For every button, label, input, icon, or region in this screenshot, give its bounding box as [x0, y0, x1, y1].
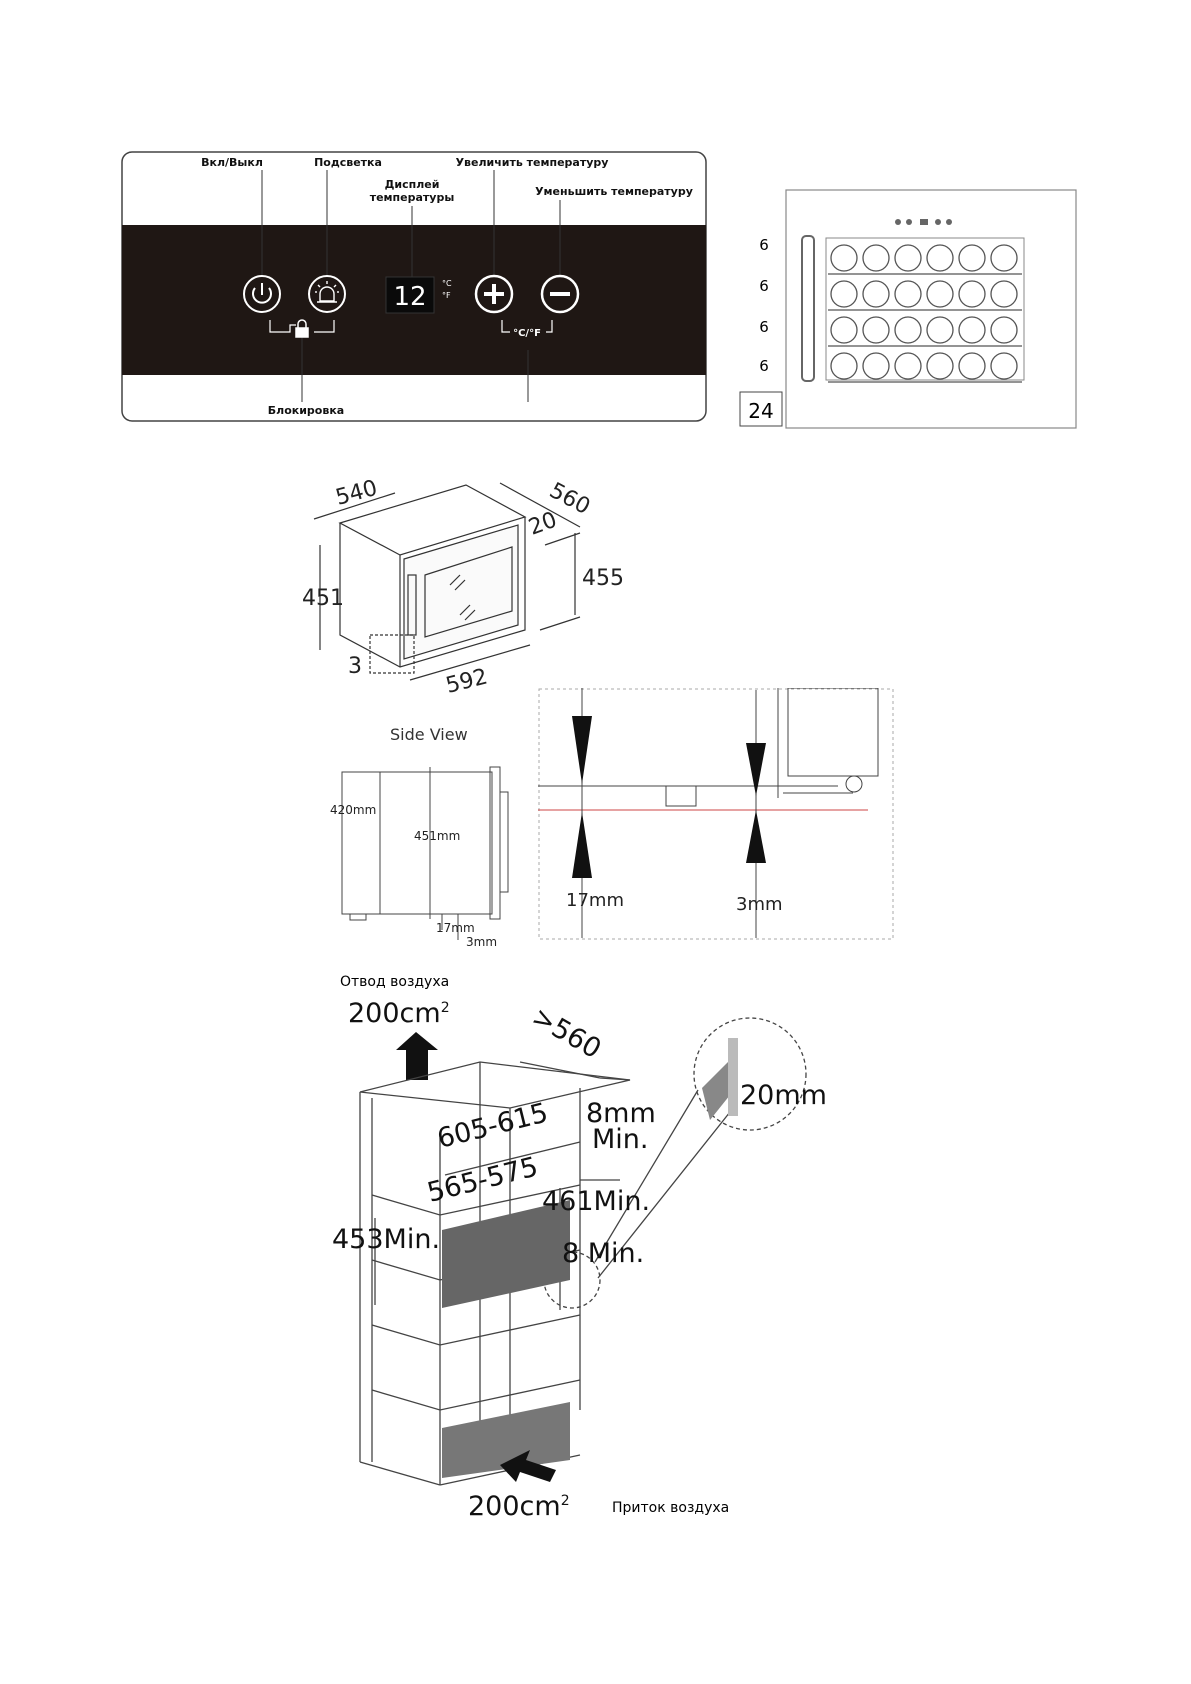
gap-min-value: Min.	[592, 1124, 649, 1155]
installation-diagram	[330, 970, 900, 1530]
dim-451: 451	[302, 586, 344, 611]
side-view-title: Side View	[390, 725, 468, 744]
label-power: Вкл/Выкл	[201, 156, 263, 169]
dim-20: 20	[525, 507, 561, 541]
display-value: 12	[393, 282, 427, 312]
side-dim-420mm: 420mm	[330, 803, 377, 817]
unit-c: °C	[442, 279, 452, 288]
gap-8mm-value: 8mm	[586, 1098, 656, 1129]
capacity-front-view	[738, 188, 1078, 433]
depth-20mm-value: 20mm	[740, 1080, 827, 1111]
shelf-count-1: 6	[759, 236, 769, 254]
air-in-label: Приток воздуха	[612, 1500, 730, 1516]
shelf-count-2: 6	[759, 277, 769, 295]
label-display-1: Дисплей	[384, 178, 440, 191]
unit-toggle-label: °C/°F	[513, 328, 541, 339]
side-dim-3mm: 3mm	[466, 935, 498, 947]
depth-value: >560	[526, 1001, 607, 1066]
label-display-2: температуры	[369, 191, 455, 204]
shelf-count-4: 6	[759, 357, 769, 375]
inner-width-value: 565-575	[424, 1151, 542, 1209]
dim-455: 455	[582, 566, 624, 591]
label-temp-down: Уменьшить температуру	[535, 185, 693, 198]
air-out-arrow	[396, 1032, 438, 1080]
gap-8min-value: 8 Min.	[562, 1238, 645, 1269]
dim-540: 540	[333, 475, 381, 511]
detail-zoom	[538, 688, 894, 940]
label-temp-up: Увеличить температуру	[455, 156, 609, 169]
label-light: Подсветка	[314, 156, 382, 169]
label-lock: Блокировка	[267, 404, 345, 417]
side-dim-17mm: 17mm	[436, 921, 475, 935]
dim-592: 592	[443, 664, 491, 699]
total-capacity-box	[740, 392, 782, 426]
detail-3mm: 3mm	[736, 894, 783, 915]
detail-17mm: 17mm	[566, 890, 624, 911]
air-out-label: Отвод воздуха	[340, 974, 450, 990]
total-capacity: 24	[748, 399, 774, 423]
width-value: 605-615	[434, 1097, 552, 1155]
dim-560: 560	[545, 478, 595, 521]
shelf-count-3: 6	[759, 318, 769, 336]
unit-f: °F	[442, 291, 451, 300]
height-461-value: 461Min.	[542, 1186, 651, 1217]
dimension-isometric	[300, 475, 640, 705]
side-dim-451mm: 451mm	[414, 829, 461, 843]
height-min-value: 453Min.	[332, 1224, 441, 1255]
dim-3: 3	[348, 654, 362, 679]
side-view	[330, 722, 530, 947]
control-panel-diagram	[120, 150, 710, 425]
air-out-value: $200cm^2$	[348, 998, 450, 1029]
air-in-value: $200cm^2$	[468, 1491, 570, 1522]
